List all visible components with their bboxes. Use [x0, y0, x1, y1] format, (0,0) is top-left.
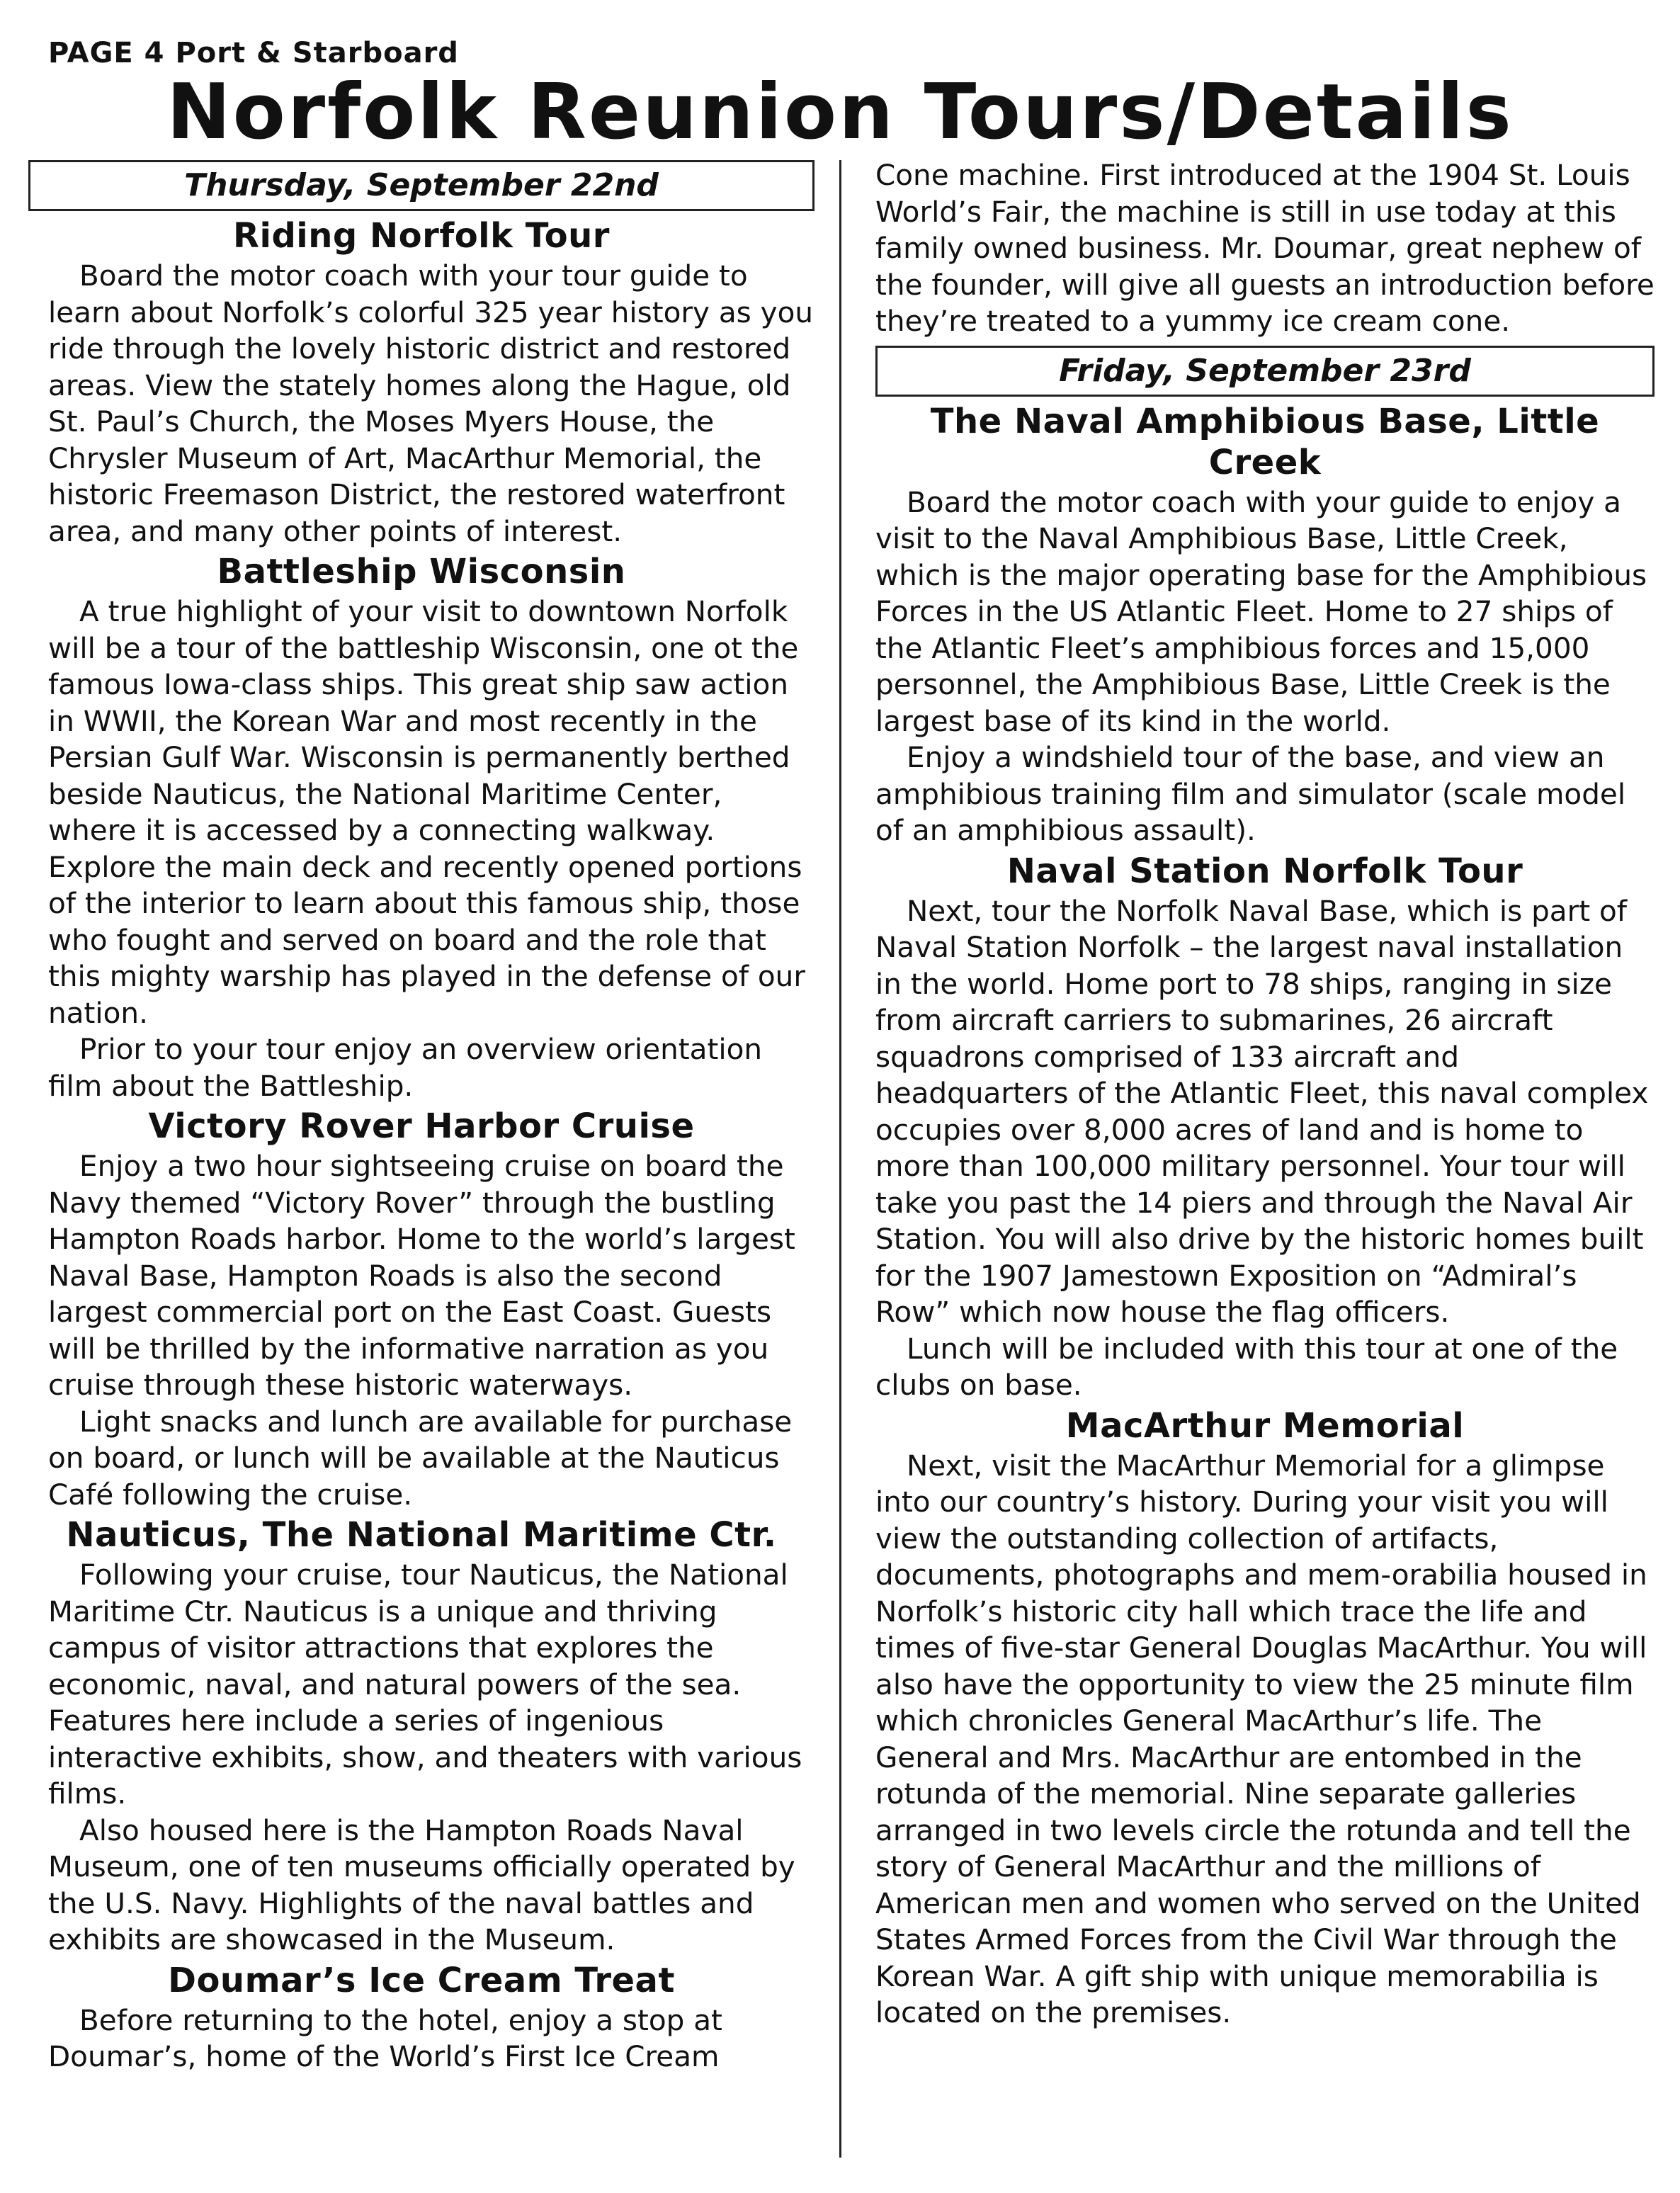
paragraph: Prior to your tour enjoy an overview orientation film about the Battleship. [48, 1032, 763, 1103]
section-title-amphibious-base: The Naval Amphibious Base, Little Creek [930, 401, 1600, 482]
section-title-macarthur-memorial: MacArthur Memorial [1065, 1405, 1465, 1446]
paragraph: Also housed here is the Hampton Roads Naval Museum, one of ten museums officially operated by the U.S. Navy. Highlights of the naval battles and exhibits are showcased in the Museum. [48, 1813, 795, 1956]
paragraph: A true highlight of your visit to downtown Norfolk will be a tour of the battleship Wisconsin, one ot the famous Iowa-class ships. This great ship saw action in WWII, the Korean War and most recently in the Persian Gulf War. Wisconsin is permanently berthed beside Nauticus, the National Maritime Center, where it is accessed by a connecting walkway. Explore the main deck and recently opened portions of the interior to learn about this famous ship, those who fought and served on board and the role that this mighty warship has played in the defense of our nation. [48, 594, 805, 1030]
paragraph: Lunch will be included with this tour at one of the clubs on base. [875, 1331, 1618, 1402]
continued-paragraph: Cone machine. First introduced at the 1904 St. Louis World’s Fair, the machine is still in use today at this family owned business. Mr. Doumar, great nephew of the founder, will give all guests an introduction before they’re treated to a yummy ice cream cone. [875, 158, 1655, 338]
section-title-riding-norfolk: Riding Norfolk Tour [233, 216, 610, 256]
section-title-victory-rover: Victory Rover Harbor Cruise [148, 1106, 695, 1146]
paragraph: Following your cruise, tour Nauticus, the National Maritime Ctr. Nauticus is a unique and thriving campus of visitor attractions that explores the economic, naval, and natural powers of the sea. Features here include a series of ingenious interactive exhibits, show, and theaters with various films. [48, 1558, 802, 1810]
column-divider [839, 160, 841, 2158]
right-column [875, 157, 1655, 2032]
section-title-naval-station: Naval Station Norfolk Tour [1006, 851, 1523, 891]
section-title-nauticus: Nauticus, The National Maritime Ctr. [66, 1515, 777, 1555]
paragraph: Board the motor coach with your tour guide to learn about Norfolk’s colorful 325 year history as you ride through the lovely historic district and restored areas. View the stately homes along the Hague, old St. Paul’s Church, the Moses Myers House, the Chrysler Museum of Art, MacArthur Memorial, the historic Freemason District, the restored waterfront area, and many other points of interest. [48, 259, 814, 548]
paragraph: Next, tour the Norfolk Naval Base, which is part of Naval Station Norfolk – the largest naval installation in the world. Home port to 78 ships, ranging in size from aircraft carriers to submarines, 26 aircraft squadrons comprised of 133 aircraft and headquarters of the Atlantic Fleet, this naval complex occupies over 8,000 acres of land and is home to more than 100,000 military personnel. Your tour will take you past the 14 piers and through the Naval Air Station. You will also drive by the historic homes built for the 1907 Jamestown Exposition on “Admiral’s Row” which now house the flag officers. [875, 893, 1649, 1329]
paragraph: Enjoy a windshield tour of the base, and view an amphibious training film and simulator (scale model of an amphibious assault). [875, 740, 1626, 847]
section-title-doumars: Doumar’s Ice Cream Treat [168, 1960, 675, 2000]
paragraph: Light snacks and lunch are available for purchase on board, or lunch will be available at the Nauticus Café following the cruise. [48, 1404, 793, 1512]
paragraph: Before returning to the hotel, enjoy a stop at Doumar’s, home of the World’s First Ice Cream [48, 2002, 722, 2073]
section-title-battleship-wisconsin: Battleship Wisconsin [217, 552, 626, 591]
page-label: PAGE 4 Port & Starboard [48, 37, 459, 69]
day-heading-thursday: Thursday, September 22nd [28, 160, 815, 211]
paragraph: Board the motor coach with your guide to enjoy a visit to the Naval Amphibious Base, Little Creek, which is the major operating base for the Amphibious Forces in the US Atlantic Fleet. Home to 27 ships of the Atlantic Fleet’s amphibious forces and 15,000 personnel, the Amphibious Base, Little Creek is the largest base of its kind in the world. [875, 484, 1647, 738]
paragraph: Next, visit the MacArthur Memorial for a glimpse into our country’s history. During your visit you will view the outstanding collection of artifacts, documents, photographs and mem-orabilia housed in Norfolk’s historic city hall which trace the life and times of five-star General Douglas MacArthur. You will also have the opportunity to view the 25 minute film which chronicles General MacArthur’s life. The General and Mrs. MacArthur are entombed in the rotunda of the memorial. Nine separate galleries arranged in two levels circle the rotunda and tell the story of General MacArthur and the millions of American men and women who served on the United States Armed Forces from the Civil War through the Korean War. A gift ship with unique memorabilia is located on the premises. [875, 1448, 1647, 2029]
left-column [28, 160, 815, 2075]
day-heading-friday: Friday, September 23rd [875, 346, 1655, 397]
paragraph: Enjoy a two hour sightseeing cruise on board the Navy themed “Victory Rover” through the bustling Hampton Roads harbor. Home to the world’s largest Naval Base, Hampton Roads is also the second largest commercial port on the East Coast. Guests will be thrilled by the informative narration as you cruise through these historic waterways. [48, 1149, 795, 1402]
page-title: Norfolk Reunion Tours/Details [166, 68, 1514, 157]
